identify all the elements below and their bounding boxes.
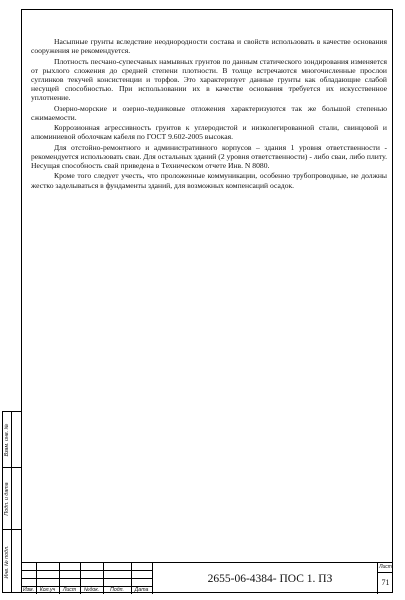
inv-podl-label: Инв. № подл. — [4, 545, 10, 579]
paragraph: Для отстойно-ремонтного и административного корпусов – здания 1 уровня ответственности - рекомендуется использовать сваи. Для остальных зданий (2 уровня ответственности) - либо сваи, либо плиту. Несущая способность свай приведена в Техническом отчете Инв. N 8080. — [31, 142, 387, 171]
paragraph: Насыпные грунты вследствие неоднородности состава и свойств использовать в качестве основания сооружения не рекомендуется. — [31, 37, 387, 56]
sheet-box — [377, 563, 393, 594]
side-stamp — [2, 411, 21, 593]
side-cell-inv — [3, 529, 11, 594]
vzam-inv-label: Взам. инв. № — [4, 423, 10, 456]
label-izm: Изм. — [22, 587, 35, 593]
side-label-column — [2, 411, 11, 593]
paragraph: Озерно-морские и озерно-ледниковые отложения характеризуются так же большой степенью сжимаемости. — [31, 103, 387, 122]
label-ndok: №док. — [83, 587, 100, 593]
document-body — [31, 37, 387, 191]
label-list: Лист — [62, 587, 77, 593]
podp-data-label: Подп. и дата — [4, 481, 10, 516]
grid-row-line — [21, 578, 152, 579]
document-code: 2655-06-4384- ПОС 1. ПЗ — [152, 563, 387, 594]
side-cell-vzam — [3, 412, 11, 467]
sheet-divider — [378, 572, 393, 573]
label-data: Дата — [134, 587, 149, 593]
side-value-cell — [12, 529, 21, 594]
grid-row-line — [21, 570, 152, 571]
paragraph: Коррозионная агрессивность грунтов к углеродистой и низколегированной стали, свинцовой и алюминиевой оболочкам кабеля по ГОСТ 9.602-2005 высокая. — [31, 123, 387, 142]
title-block-grid — [21, 563, 152, 594]
paragraph: Плотность песчано-супесчаных намывных грунтов по данным статического зондирования изменяется от рыхлого сложения до средней степени плотности. В толще встречаются многочисленные прослои суглинков текучей консистенции и торфов. Это характеризует данные грунты как обладающие слабой несущей способностью. При использовании их в качестве основания требуется их искусственное уплотнение. — [31, 56, 387, 103]
side-cell-podp — [3, 467, 11, 529]
side-value-column — [11, 411, 21, 593]
label-kol-uch: Кол.уч — [39, 587, 56, 593]
sheet-number: 71 — [381, 578, 390, 587]
sheet-label: Лист — [379, 564, 392, 570]
paragraph: Кроме того следует учесть, что проложенные коммуникации, особенно трубопроводные, не должны жестко заделываться в фундаменты зданий, для возможных компенсаций осадок. — [31, 171, 387, 190]
side-value-cell — [12, 467, 21, 529]
label-podp: Подп. — [110, 587, 124, 593]
title-block — [21, 562, 393, 593]
